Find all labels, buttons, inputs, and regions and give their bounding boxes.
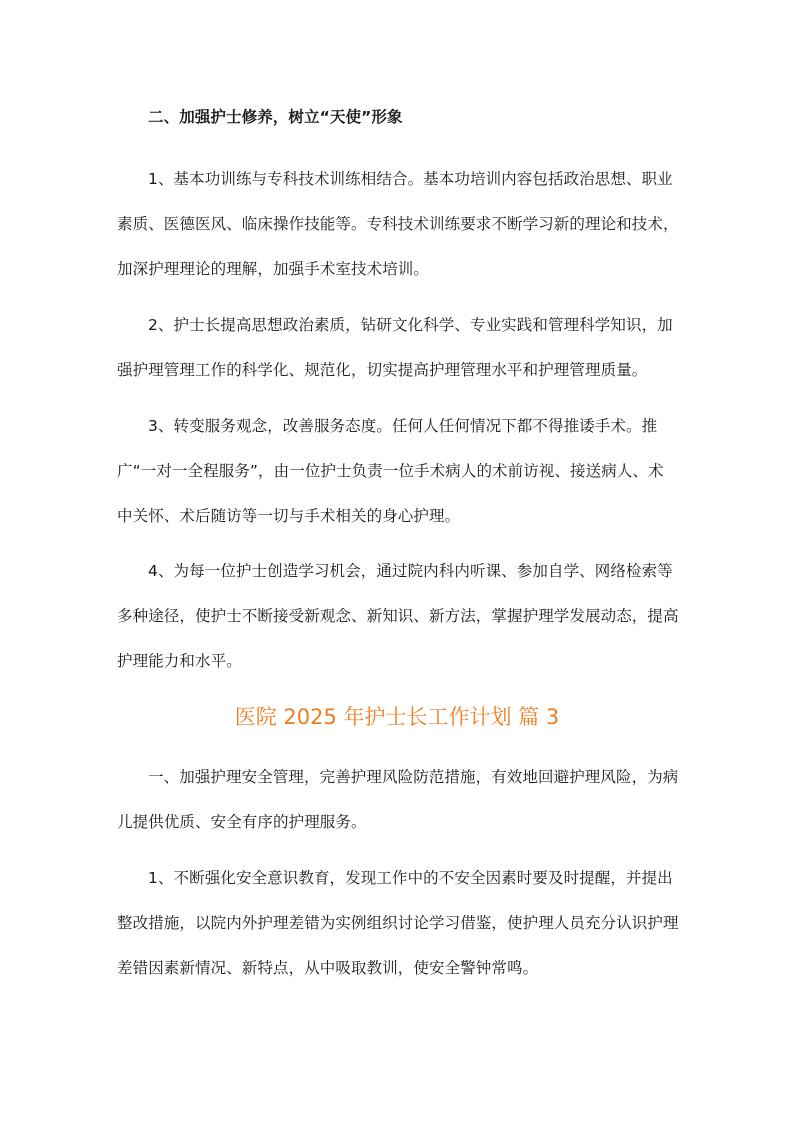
section-heading: 二、加强护士修养，树立“天使”形象 — [148, 108, 403, 126]
paragraph-item-3: 3、转变服务观念，改善服务态度。任何人任何情况下都不得推诿手术。推广“一对一全程服务”，由一位护士负责一位手术病人的术前访视、接送病人、术中关怀、术后随访等一切与手术相关的身心护理。 — [117, 417, 664, 525]
paragraph-item-4: 4、为每一位护士创造学习机会，通过院内科内听课、参加自学、网络检索等多种途径，使护士不断接受新观念、新知识、新方法，掌握护理学发展动态，提高护理能力和水平。 — [117, 562, 679, 670]
plan-intro-paragraph: 一、加强护理安全管理，完善护理风险防范措施，有效地回避护理风险，为病儿提供优质、安全有序的护理服务。 — [117, 768, 679, 831]
paragraph-item-1: 1、基本功训练与专科技术训练相结合。基本功培训内容包括政治思想、职业素质、医德医风、临床操作技能等。专科技术训练要求不断学习新的理论和技术，加深护理理论的理解，加强手术室技术培训。 — [117, 170, 679, 278]
paragraph-item-2: 2、护士长提高思想政治素质，钻研文化科学、专业实践和管理科学知识，加强护理管理工作的科学化、规范化，切实提高护理管理水平和护理管理质量。 — [117, 316, 673, 379]
plan-title: 医院 2025 年护士长工作计划 篇 3 — [234, 705, 560, 729]
plan-item-1: 1、不断强化安全意识教育，发现工作中的不安全因素时要及时提醒，并提出整改措施，以院内外护理差错为实例组织讨论学习借鉴，使护理人员充分认识护理差错因素新情况、新特点，从中吸取教训，使安全警钟常鸣。 — [117, 869, 679, 977]
